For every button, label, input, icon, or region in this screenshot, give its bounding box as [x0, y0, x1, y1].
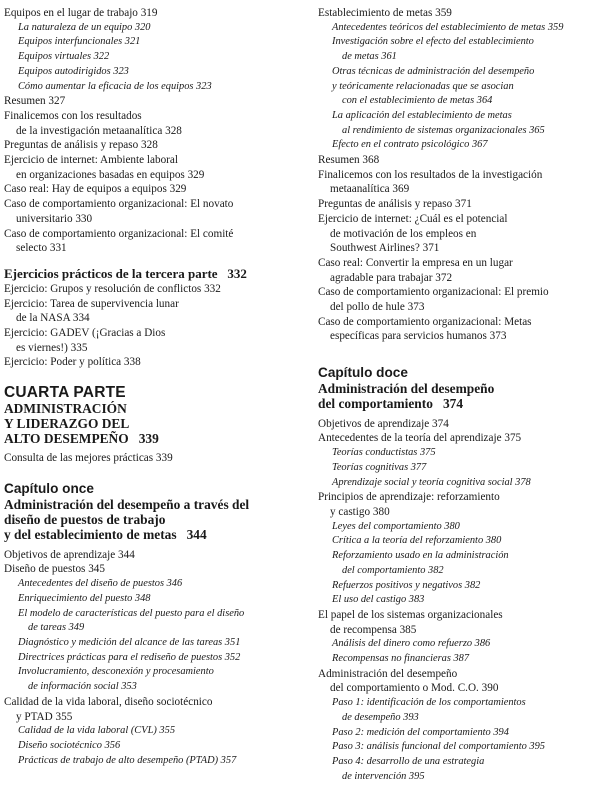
- toc-entry: Caso de comportamiento organizacional: Metas: [318, 315, 532, 328]
- toc-entry: de metas 361: [342, 51, 397, 63]
- title-line: ADMINISTRACIÓN: [4, 401, 127, 417]
- title-line: Administración del desempeño: [318, 381, 495, 397]
- toc-entry: Involucramiento, desconexión y procesamiento: [18, 666, 214, 678]
- toc-entry: de la investigación metaanalítica 328: [16, 124, 182, 137]
- title-line: Y LIDERAZGO DEL: [4, 416, 130, 432]
- toc-entry: y castigo 380: [330, 505, 390, 518]
- chapter-eleven-title: Administración del desempeño a través del diseño de puestos de trabajo y del establecimiento de metas 344: [4, 497, 294, 543]
- toc-entry: y teóricamente relacionadas que se asocian: [332, 80, 514, 92]
- toc-entry: Crítica a la teoría del reforzamiento 380: [332, 535, 502, 547]
- toc-entry: Objetivos de aprendizaje 374: [318, 417, 449, 430]
- toc-entry: al rendimiento de sistemas organizacionales 365: [342, 124, 545, 136]
- toc-entry: es viernes!) 335: [16, 341, 88, 354]
- toc-entry: Aprendizaje social y teoría cognitiva social 378: [332, 476, 531, 488]
- toc-entry: Antecedentes del diseño de puestos 346: [18, 578, 183, 590]
- toc-entry: Equipos virtuales 322: [18, 51, 110, 63]
- toc-entry: Paso 2: medición del comportamiento 394: [332, 726, 509, 738]
- toc-entry: Caso de comportamiento organizacional: El comité: [4, 227, 234, 240]
- toc-entry: El uso del castigo 383: [332, 594, 425, 606]
- toc-entry: del pollo de hule 373: [330, 301, 425, 314]
- toc-entry: Ejercicio de internet: ¿Cuál es el potencial: [318, 212, 508, 225]
- exercises-list: [4, 282, 294, 370]
- toc-entry: Enriquecimiento del puesto 348: [18, 592, 151, 604]
- title-line: Administración del desempeño a través del: [4, 496, 250, 512]
- toc-entry: de intervención 395: [342, 770, 425, 782]
- toc-entry: metaanalítica 369: [330, 183, 410, 196]
- toc-entry: Directrices prácticas para el rediseño de puestos 352: [18, 651, 241, 663]
- toc-entry: Equipos en el lugar de trabajo 319: [4, 7, 158, 19]
- toc-entry: Refuerzos positivos y negativos 382: [332, 579, 481, 591]
- left-column: [4, 6, 294, 768]
- toc-entry: Diseño de puestos 345: [4, 563, 105, 576]
- toc-entry: Diagnóstico y medición del alcance de las tareas 351: [18, 636, 241, 648]
- toc-entry: Administración del desempeño: [318, 667, 458, 680]
- toc-entry: Teorías cognitivas 377: [332, 461, 427, 473]
- toc-entry: Paso 3: análisis funcional del comportamiento 395: [332, 741, 545, 753]
- toc-entry: del comportamiento o Mod. C.O. 390: [330, 682, 499, 695]
- toc-entry: Antecedentes teóricos del establecimiento de metas 359: [332, 21, 564, 33]
- toc-entry: Ejercicio: Grupos y resolución de conflictos 332: [4, 282, 221, 295]
- toc-entry: Caso de comportamiento organizacional: El novato: [4, 198, 234, 211]
- toc-entry: Ejercicio: GADEV (¡Gracias a Dios: [4, 327, 166, 340]
- toc-entry: Resumen 327: [4, 95, 66, 108]
- toc-entry: Paso 1: identificación de los comportamientos: [332, 697, 526, 709]
- toc-entry: Ejercicio: Tarea de supervivencia lunar: [4, 297, 179, 310]
- toc-entry: de recompensa 385: [330, 623, 417, 636]
- toc-entry: El modelo de características del puesto para el diseño: [18, 607, 245, 619]
- toc-entry: Southwest Airlines? 371: [330, 242, 440, 255]
- title-line: diseño de puestos de trabajo: [4, 512, 166, 528]
- toc-entry: Antecedentes de la teoría del aprendizaje 375: [318, 432, 522, 445]
- part-title: ADMINISTRACIÓN Y LIDERAZGO DEL ALTO DESEMPEÑO 339: [4, 401, 294, 446]
- toc-entry: Caso real: Convertir la empresa en un lugar: [318, 256, 513, 269]
- toc-entry: Recompensas no financieras 387: [332, 653, 470, 665]
- right-top-list: [318, 6, 596, 344]
- toc-entry: específicas para servicios humanos 373: [330, 330, 507, 343]
- right-column: [318, 6, 596, 784]
- toc-entry: agradable para trabajar 372: [330, 271, 453, 284]
- toc-entry: Ejercicio de internet: Ambiente laboral: [4, 154, 178, 167]
- toc-entry: Investigación sobre el efecto del establecimiento: [332, 36, 534, 48]
- toc-entry: Establecimiento de metas 359: [318, 7, 452, 19]
- toc-entry: Resumen 368: [318, 154, 380, 167]
- toc-entry: Diseño sociotécnico 356: [18, 739, 121, 751]
- toc-entry: Caso de comportamiento organizacional: El premio: [318, 286, 549, 299]
- chapter-twelve-label: Capítulo doce: [318, 365, 408, 381]
- toc-entry: Preguntas de análisis y repaso 371: [318, 198, 472, 211]
- toc-entry: de tareas 349: [28, 622, 85, 634]
- toc-entry: Equipos interfuncionales 321: [18, 36, 141, 48]
- toc-entry: Teorías conductistas 375: [332, 447, 436, 459]
- toc-entry: Leyes del comportamiento 380: [332, 520, 460, 532]
- toc-entry: La aplicación del establecimiento de metas: [332, 109, 512, 121]
- toc-entry: de motivación de los empleos en: [330, 227, 477, 240]
- toc-entry: en organizaciones basadas en equipos 329: [16, 168, 205, 181]
- toc-entry: Finalicemos con los resultados: [4, 109, 142, 122]
- toc-entry: Paso 4: desarrollo de una estrategia: [332, 755, 485, 767]
- toc-entry: Finalicemos con los resultados de la investigación: [318, 168, 543, 181]
- toc-entry: de la NASA 334: [16, 312, 90, 325]
- chapter-twelve-title: Administración del desempeño del comportamiento 374: [318, 381, 596, 412]
- toc-entry: Objetivos de aprendizaje 344: [4, 548, 135, 561]
- chapter-eleven-items: [4, 548, 294, 769]
- toc-entry: Calidad de la vida laboral (CVL) 355: [18, 725, 176, 737]
- part-label: CUARTA PARTE: [4, 384, 126, 402]
- left-top-list: [4, 6, 294, 256]
- toc-entry: de información social 353: [28, 681, 137, 693]
- chapter-twelve-items: [318, 417, 596, 785]
- part-intro: Consulta de las mejores prácticas 339: [4, 452, 173, 465]
- toc-entry: Otras técnicas de administración del desempeño: [332, 65, 535, 77]
- toc-entry: universitario 330: [16, 212, 93, 225]
- toc-entry: Ejercicio: Poder y política 338: [4, 356, 141, 369]
- toc-entry: Caso real: Hay de equipos a equipos 329: [4, 183, 187, 196]
- toc-entry: Calidad de la vida laboral, diseño sociotécnico: [4, 695, 213, 708]
- toc-entry: Preguntas de análisis y repaso 328: [4, 139, 158, 152]
- exercises-heading: Ejercicios prácticos de la tercera parte 332: [4, 265, 247, 281]
- toc-entry: con el establecimiento de metas 364: [342, 95, 493, 107]
- toc-entry: Efecto en el contrato psicológico 367: [332, 139, 488, 151]
- toc-entry: Prácticas de trabajo de alto desempeño (PTAD) 357: [18, 754, 237, 766]
- toc-entry: Principios de aprendizaje: reforzamiento: [318, 491, 500, 504]
- toc-entry: Cómo aumentar la eficacia de los equipos 323: [18, 80, 212, 92]
- toc-entry: Equipos autodirigidos 323: [18, 65, 129, 77]
- toc-entry: La naturaleza de un equipo 320: [18, 21, 151, 33]
- toc-entry: Análisis del dinero como refuerzo 386: [332, 638, 491, 650]
- toc-entry: y PTAD 355: [16, 710, 73, 723]
- toc-entry: El papel de los sistemas organizacionales: [318, 608, 503, 621]
- toc-entry: Reforzamiento usado en la administración: [332, 550, 509, 562]
- toc-entry: selecto 331: [16, 242, 67, 255]
- toc-entry: del comportamiento 382: [342, 564, 444, 576]
- chapter-eleven-label: Capítulo once: [4, 480, 94, 496]
- toc-entry: de desempeño 393: [342, 711, 419, 723]
